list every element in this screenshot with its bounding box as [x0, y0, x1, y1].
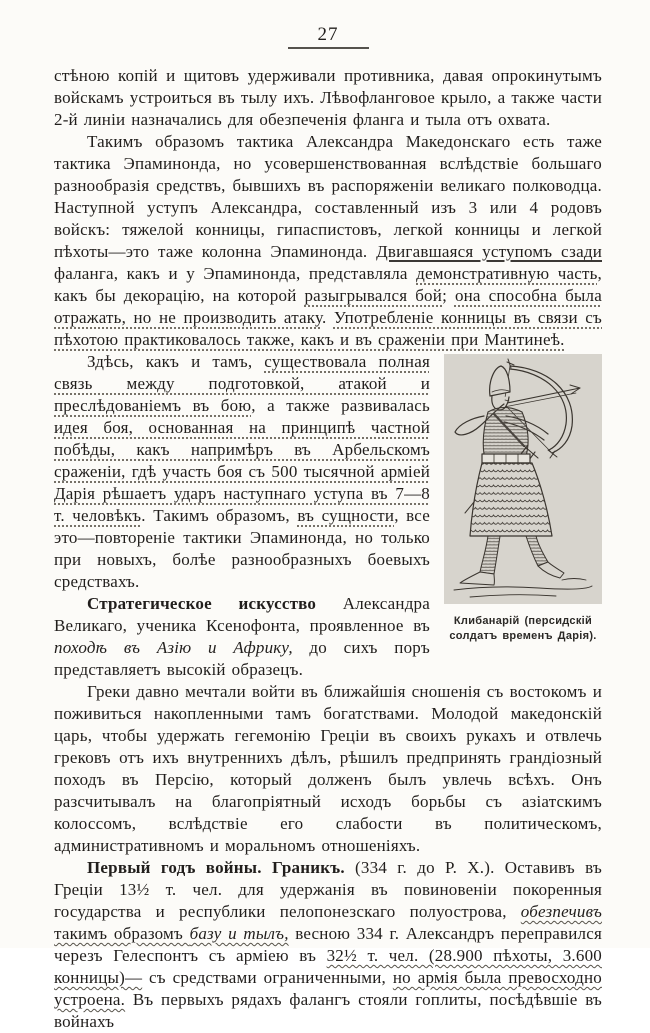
text-run: . Такимъ образомъ,	[141, 506, 298, 525]
text-run: обезпечивъ	[520, 902, 602, 921]
text-run: Греки давно мечтали войти въ ближайшія сношенія съ востокомъ и поживиться накопленными тамъ богатствами. Молодой македонскій царь, чтобы удержать гегемонію Греціи въ своихъ рукахъ и отвлечь грековъ отъ ихъ внутреннихъ дѣлъ, рѣшилъ предпринять грандіозный походъ въ Персію, который долженъ былъ увлечь всѣхъ. Онъ разсчитывалъ на благопріятный исходъ борьбы съ азіатскимъ колоссомъ, вслѣдствіе его слабости въ политическомъ, административномъ и моральномъ отношеніяхъ.	[54, 682, 602, 855]
text-run: стѣною копій и щитовъ удерживали противника, давая опрокинутымъ войскамъ устроиться въ тылу ихъ. Лѣвофланговое крыло, а также части 2-й линіи назначались для обезпеченія фланга и тыла отъ охвата.	[54, 66, 602, 129]
figure-caption-line1: Клибанарій (персидскій	[453, 615, 593, 627]
text-run: Употребленіе конницы въ связи съ пѣхотою практиковалось также, какъ и въ сраженіи при Мантинеѣ.	[54, 308, 603, 349]
text-run: Первый годъ войны. Граникъ.	[87, 858, 345, 877]
text-run: до сихъ поръ представляетъ высокій образецъ.	[54, 638, 430, 679]
text-run: базу и тылъ,	[189, 924, 289, 943]
text-run: разыгрывался бой	[304, 286, 443, 305]
text-run: Здѣсь, какъ и тамъ,	[87, 352, 265, 371]
text-run: весною 334 г. Александръ переправился черезъ Гелеспонтъ съ арміею въ	[54, 924, 602, 965]
persian-archer-icon	[444, 354, 602, 604]
page-header	[54, 24, 602, 49]
text-run: Въ первыхъ рядахъ фалангъ стояли гоплиты, посѣдѣвшіе въ войнахъ	[54, 990, 602, 1031]
text-run: въ сущности	[297, 506, 395, 525]
text-block-top	[54, 65, 602, 351]
text-run: , все это—повтореніе тактики Эпаминонда, но только при новыхъ, болѣе разнообразныхъ боевыхъ средствахъ.	[54, 506, 430, 591]
text-run: демонстративную часть	[416, 264, 598, 283]
text-run: съ средствами ограниченными,	[142, 968, 393, 987]
paragraph	[54, 857, 602, 1033]
text-run: Александра Великаго, ученика Ксенофонта, проявленное въ	[54, 594, 430, 635]
text-run: такимъ образомъ	[54, 924, 190, 943]
text-run: , какъ бы декорацію, на которой	[54, 264, 602, 305]
text-run: , а также развивалась	[251, 396, 430, 415]
text-run: но армія была превосходно устроена.	[54, 968, 602, 1009]
paragraph	[54, 131, 602, 351]
figure-clibanarius	[444, 354, 602, 644]
persian-archer-illustration	[444, 354, 602, 604]
text-run: походѣ въ Азію и Африку,	[54, 638, 293, 657]
figure-caption	[444, 614, 602, 644]
figure-caption-line2: солдатъ временъ Дарія).	[449, 630, 597, 642]
paragraph	[54, 65, 602, 131]
text-run: .	[322, 308, 334, 327]
page-body	[54, 65, 602, 1033]
text-run: идея боя, основанная на принципѣ частной побѣды, какъ напримѣръ въ Арбельскомъ сраженіи, гдѣ участь боя съ 500 тысячной арміей Дарія рѣшаетъ ударъ наступнаго уступа въ 7—8 т. человѣкъ	[54, 418, 430, 525]
text-run: Двигавшаяся уступомъ сзади	[376, 242, 602, 261]
text-run: Стратегическое искусство	[87, 594, 317, 613]
text-run: фаланга, какъ и у Эпаминонда, представляла	[54, 264, 417, 283]
text-run: Такимъ образомъ тактика Александра Македонскаго есть таже тактика Эпаминонда, но усовершенствованная вслѣдствіе большаго разнообразія средствъ, бывшихъ въ распоряженіи великаго полководца. Наступной уступъ Александра, составленный изъ 3 или 4 родовъ войскъ: тяжелой конницы, гипаспистовъ, легкой конницы и легкой пѣхоты—это таже колонна Эпаминонда.	[54, 132, 602, 261]
text-run: она способна была отражать, но не производить атаку	[54, 286, 602, 327]
paragraph	[54, 681, 602, 857]
text-run: 32½ т. чел. (28.900 пѣхоты, 3.600 конницы)—	[54, 946, 602, 987]
page-number: 27	[288, 24, 369, 49]
text-run: (334 г. до Р. Х.). Оставивъ въ Греціи 13½ т. чел. для удержанія въ повиновеніи покоренныя государства и республики пелопонезскаго полуострова,	[54, 858, 602, 921]
text-run: ;	[442, 286, 455, 305]
text-run: существовала полная связь между подготовкой, атакой и преслѣдованіемъ въ бою	[54, 352, 430, 415]
